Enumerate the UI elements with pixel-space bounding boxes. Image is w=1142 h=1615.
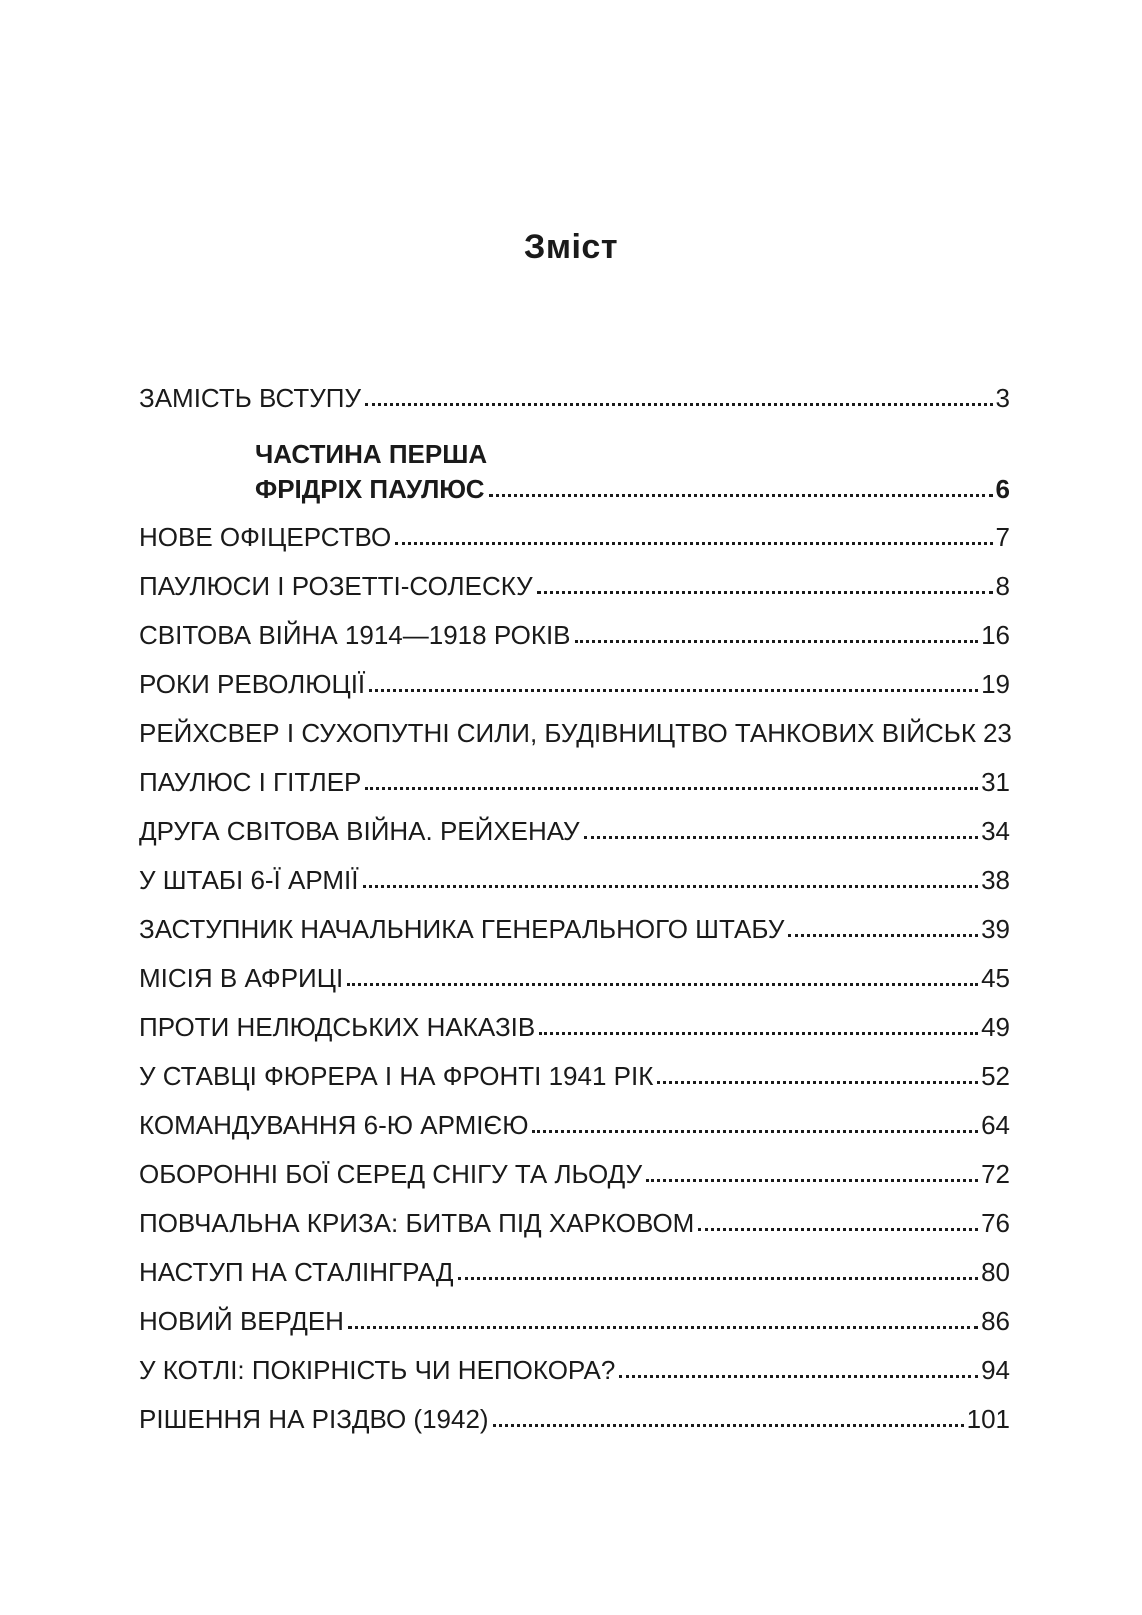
dot-leader — [365, 781, 978, 791]
toc-entry-label: ФРІДРІХ ПАУЛЮС — [255, 474, 485, 504]
toc-entry-label: ПОВЧАЛЬНА КРИЗА: БИТВА ПІД ХАРКОВОМ — [139, 1208, 695, 1238]
toc-entry-label: РІШЕННЯ НА РІЗДВО (1942) — [139, 1404, 489, 1434]
table-of-contents — [139, 380, 1010, 1450]
toc-entry-label: РОКИ РЕВОЛЮЦІЇ — [139, 669, 366, 699]
dot-leader — [539, 1026, 978, 1036]
toc-entry — [139, 813, 1010, 862]
toc-entry — [139, 1107, 1010, 1156]
dot-leader — [619, 1369, 978, 1379]
toc-entry-page: 34 — [981, 816, 1010, 846]
toc-entry-page: 6 — [995, 474, 1010, 504]
toc-entry-intro — [139, 380, 1010, 429]
toc-entry-page: 86 — [981, 1306, 1010, 1336]
toc-entry — [139, 1303, 1010, 1352]
toc-entry — [139, 862, 1010, 911]
toc-part-one — [139, 437, 1010, 513]
toc-entry-label: У ШТАБІ 6-Ї АРМІЇ — [139, 865, 359, 895]
toc-entry-label: ДРУГА СВІТОВА ВІЙНА. РЕЙХЕНАУ — [139, 816, 580, 846]
toc-entry-label: ЗАМІСТЬ ВСТУПУ — [139, 383, 362, 413]
dot-leader — [458, 1271, 979, 1281]
toc-entry-page: 8 — [995, 571, 1010, 601]
dot-leader — [575, 634, 979, 644]
dot-leader — [348, 1320, 978, 1330]
toc-entry — [139, 568, 1010, 617]
toc-entry — [139, 911, 1010, 960]
toc-entry-page: 39 — [981, 914, 1010, 944]
toc-entry-page: 3 — [995, 383, 1010, 413]
toc-entry — [139, 1058, 1010, 1107]
toc-entry-label: НОВИЙ ВЕРДЕН — [139, 1306, 344, 1336]
toc-entry-page: 31 — [981, 767, 1010, 797]
dot-leader — [584, 830, 979, 840]
dot-leader — [347, 977, 978, 987]
toc-entry-label: ПРОТИ НЕЛЮДСЬКИХ НАКАЗІВ — [139, 1012, 536, 1042]
dot-leader — [698, 1222, 978, 1232]
toc-entry — [139, 764, 1010, 813]
toc-entry — [139, 666, 1010, 715]
dot-leader — [646, 1173, 978, 1183]
toc-entry — [139, 519, 1010, 568]
page-title: Зміст — [524, 228, 618, 266]
dot-leader — [363, 879, 979, 889]
part-heading: ЧАСТИНА ПЕРША — [255, 439, 488, 469]
toc-entry-page: 23 — [982, 718, 1012, 748]
dot-leader — [788, 928, 978, 938]
toc-entry-label: ПАУЛЮС І ГІТЛЕР — [139, 767, 362, 797]
toc-entry-page: 80 — [981, 1257, 1010, 1287]
toc-entry-label: МІСІЯ В АФРИЦІ — [139, 963, 344, 993]
toc-entry-part — [255, 471, 1010, 513]
toc-entry-label: НАСТУП НА СТАЛІНГРАД — [139, 1257, 454, 1287]
dot-leader — [369, 683, 978, 693]
toc-entry-label: У КОТЛІ: ПОКІРНІСТЬ ЧИ НЕПОКОРА? — [139, 1355, 616, 1385]
toc-entry — [139, 1254, 1010, 1303]
toc-entry — [139, 1156, 1010, 1205]
toc-entry-label: У СТАВЦІ ФЮРЕРА І НА ФРОНТІ 1941 РІК — [139, 1061, 654, 1091]
toc-entry-page: 7 — [995, 522, 1010, 552]
toc-entry-page: 64 — [981, 1110, 1010, 1140]
toc-entry-label: КОМАНДУВАННЯ 6-Ю АРМІЄЮ — [139, 1110, 529, 1140]
toc-entry — [139, 1009, 1010, 1058]
dot-leader — [657, 1075, 978, 1085]
dot-leader — [493, 1418, 964, 1428]
toc-entry-label: РЕЙХСВЕР І СУХОПУТНІ СИЛИ, БУДІВНИЦТВО ТАНКОВИХ ВІЙСЬК — [139, 718, 976, 748]
toc-entry-page: 101 — [966, 1404, 1010, 1434]
toc-entries-list — [139, 519, 1010, 1450]
dot-leader — [537, 585, 993, 595]
toc-entry — [139, 1205, 1010, 1254]
toc-entry — [139, 715, 1010, 764]
toc-entry-label: ОБОРОННІ БОЇ СЕРЕД СНІГУ ТА ЛЬОДУ — [139, 1159, 643, 1189]
toc-entry-page: 19 — [981, 669, 1010, 699]
toc-entry-page: 94 — [981, 1355, 1010, 1385]
toc-entry-page: 38 — [981, 865, 1010, 895]
toc-entry — [139, 617, 1010, 666]
toc-entry-label: ПАУЛЮСИ І РОЗЕТТІ-СОЛЕСКУ — [139, 571, 533, 601]
toc-entry — [139, 1352, 1010, 1401]
dot-leader — [395, 536, 992, 546]
toc-entry-page: 76 — [981, 1208, 1010, 1238]
toc-entry-label: СВІТОВА ВІЙНА 1914—1918 РОКІВ — [139, 620, 571, 650]
toc-entry-page: 45 — [981, 963, 1010, 993]
toc-entry — [139, 1401, 1010, 1450]
toc-entry-page: 49 — [981, 1012, 1010, 1042]
toc-entry-label: НОВЕ ОФІЦЕРСТВО — [139, 522, 392, 552]
toc-entry-page: 16 — [981, 620, 1010, 650]
dot-leader — [532, 1124, 978, 1134]
toc-entry-page: 72 — [981, 1159, 1010, 1189]
toc-entry-label: ЗАСТУПНИК НАЧАЛЬНИКА ГЕНЕРАЛЬНОГО ШТАБУ — [139, 914, 785, 944]
dot-leader — [489, 488, 993, 498]
toc-entry-page: 52 — [981, 1061, 1010, 1091]
toc-entry — [139, 960, 1010, 1009]
dot-leader — [365, 397, 993, 407]
